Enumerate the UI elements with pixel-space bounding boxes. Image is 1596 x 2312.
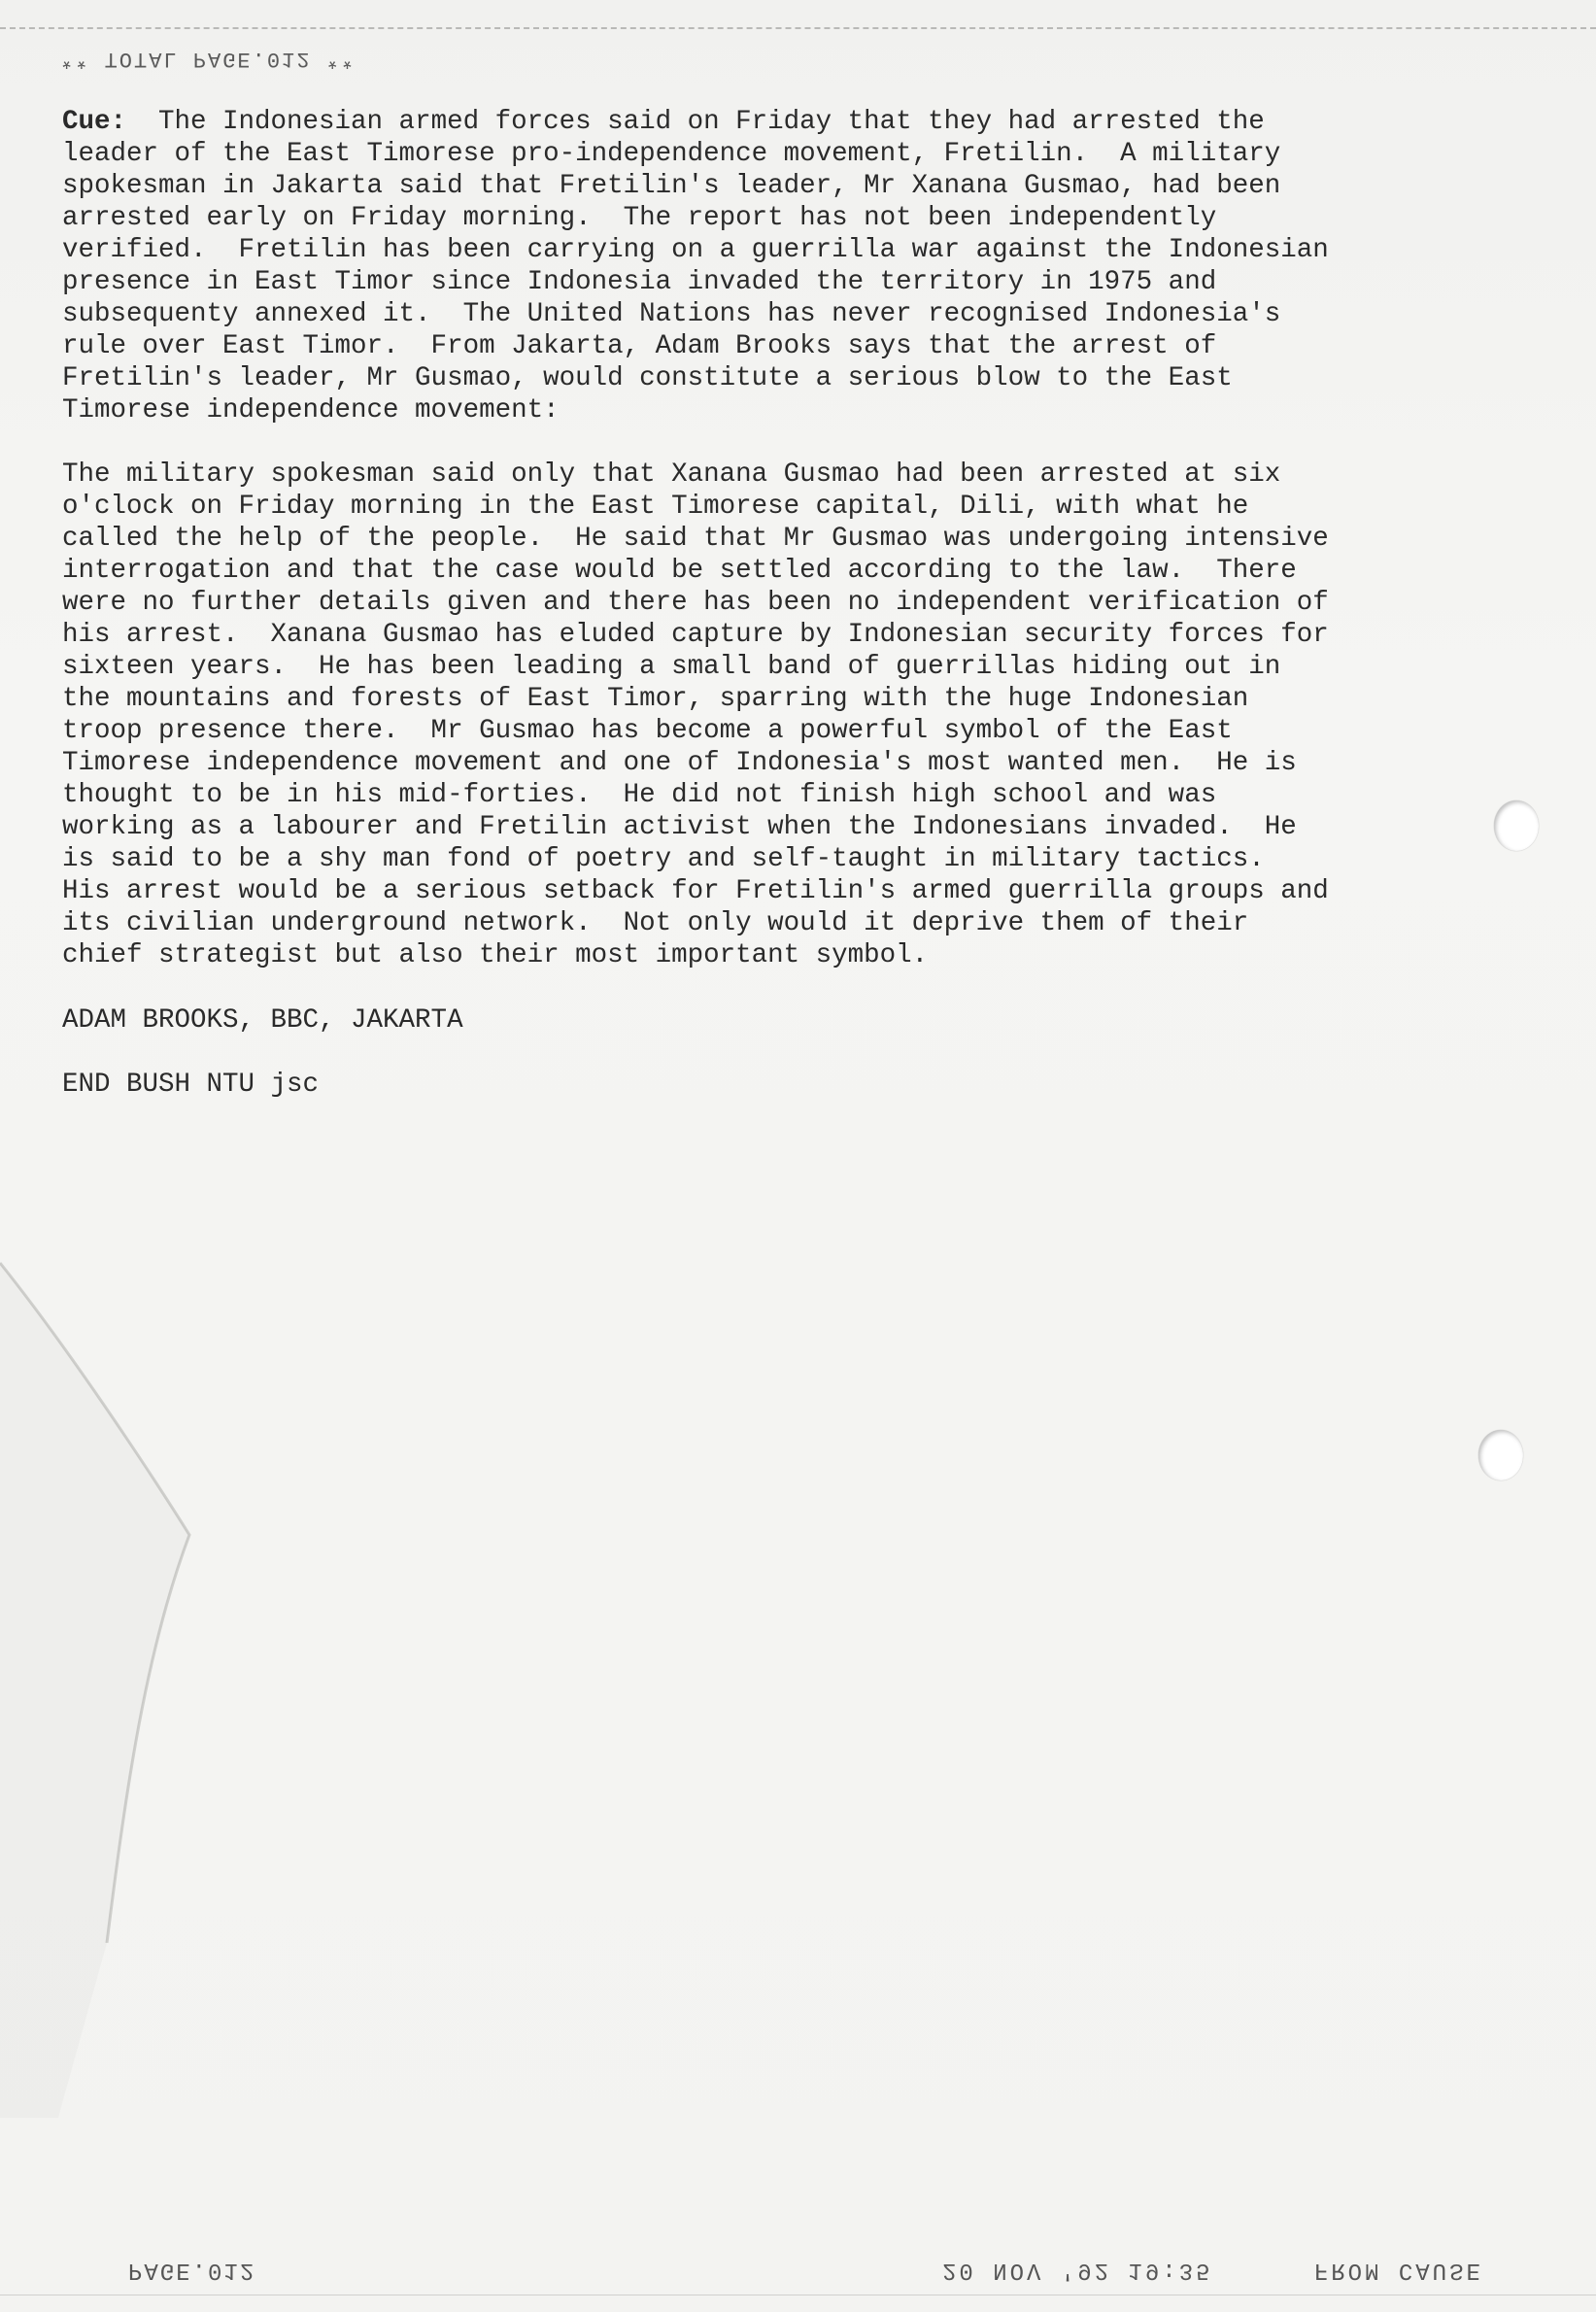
- punch-hole-icon: [1478, 1430, 1523, 1480]
- punch-hole-icon: [1494, 800, 1539, 851]
- report-paragraph: The military spokesman said only that Xanana Gusmao had been arrested at six o'clock on Friday morning in the East Timorese capital, Dili, with what he called the help of the people. He said that Mr Gusmao was undergoing intensive interrogation and that the case would be settled according to the law. There were no further details given and there has been no independent verification of his arrest. Xanana Gusmao has eluded capture by Indonesian security forces for sixteen years. He has been leading a small band of guerrillas hiding out in the mountains and forests of East Timor, sparring with the huge Indonesian troop presence there. Mr Gusmao has become a powerful symbol of the East Timorese independence movement and one of Indonesia's most wanted men. He is thought to be in his mid-forties. He did not finish high school and was working as a labourer and Fretilin activist when the Indonesians invaded. He is said to be a shy man fond of poetry and self-taught in military tactics. His arrest would be a serious setback for Fretilin's armed guerrilla groups and its civilian underground network. Not only would it deprive them of their chief strategist but also their most important symbol.: [62, 459, 1329, 970]
- fax-footer-page-label: PAGE.012: [128, 2257, 256, 2283]
- byline-signature: ADAM BROOKS, BBC, JAKARTA: [62, 1005, 463, 1036]
- end-line: END BUSH NTU jsc: [62, 1070, 320, 1100]
- cue-paragraph: [62, 106, 1519, 426]
- paper-fold-shadow: [0, 1243, 214, 2118]
- top-dashed-divider: [0, 27, 1596, 29]
- fax-footer-transmission-line: 20 NOV '92 19:35 FROM CAUSE: [942, 2257, 1483, 2283]
- cue-text: The Indonesian armed forces said on Friday that they had arrested the leader of the East Timorese pro-independence movement, Fretilin. A military spokesman in Jakarta said that Fretilin's leader, Mr Xanana Gusmao, had been arrested early on Friday morning. The report has not been independently verified. Fretilin has been carrying on a guerrilla war against the Indonesian presence in East Timor since Indonesia invaded the territory in 1975 and subsequenty annexed it. The United Nations has never recognised Indonesia's rule over East Timor. From Jakarta, Adam Brooks says that the arrest of Fretilin's leader, Mr Gusmao, would constitute a serious blow to the East Timorese independence movement:: [62, 107, 1329, 425]
- cue-label: Cue:: [62, 107, 127, 137]
- fax-header-total-page: ** TOTAL PAGE.012 **: [60, 47, 357, 71]
